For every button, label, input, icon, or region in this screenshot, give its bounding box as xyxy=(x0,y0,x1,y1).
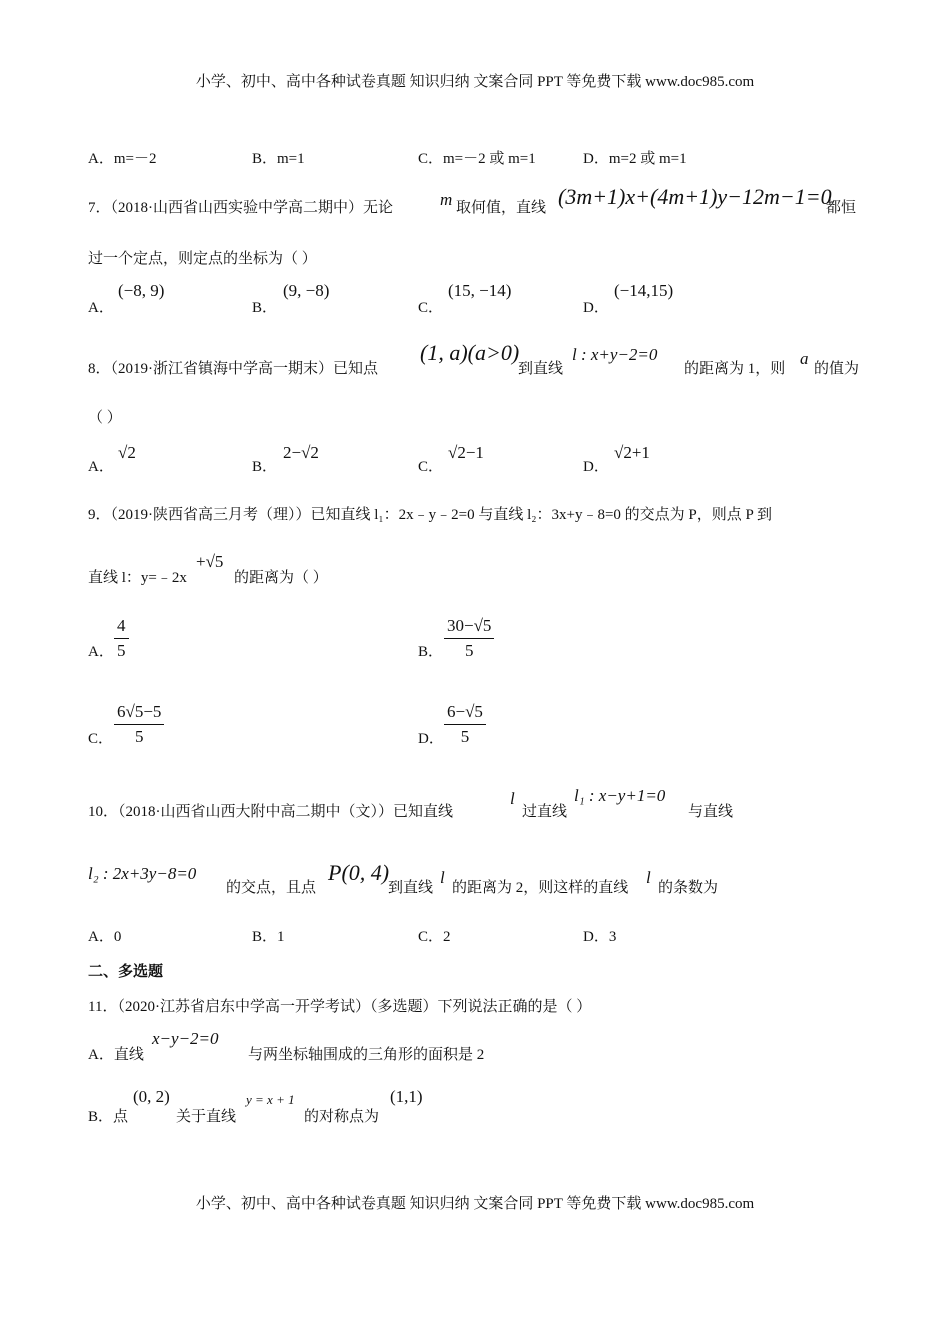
q7-option-c-value: (15, −14) xyxy=(448,281,512,300)
q10-var-l-3: l xyxy=(646,868,651,887)
q8-option-c-value: √2−1 xyxy=(448,443,484,462)
q10-var-l: l xyxy=(510,789,515,808)
q11-b-suffix: 的对称点为 xyxy=(304,1109,380,1125)
q10-l2: l₂ : 2x+3y−8=0 xyxy=(88,864,197,883)
q7-option-b-value: (9, −8) xyxy=(283,281,330,300)
q7-option-a-label: A． xyxy=(88,300,114,316)
q10-prefix: 10．（2018·山西省山西大附中高二期中（文））已知直线 xyxy=(88,804,453,820)
q8-mid: 到直线 xyxy=(518,361,564,377)
q8-prefix: 8．（2019·浙江省镇海中学高一期末）已知点 xyxy=(88,361,378,377)
q9-option-c-denominator: 5 xyxy=(134,727,144,746)
q8-option-c-label: C． xyxy=(418,459,444,475)
q8-option-a-label: A． xyxy=(88,459,114,475)
q8-suffix: 的距离为 1，则 xyxy=(684,361,786,377)
q10-option-c: C．2 xyxy=(418,929,451,945)
q8-paren: （ ） xyxy=(88,410,122,426)
q9-option-d-numerator: 6−√5 xyxy=(444,702,486,725)
q9-option-c-fraction xyxy=(114,702,164,747)
q9-line1: 9．（2019·陕西省高三月考（理））已知直线 l₁：2x﹣y﹣2=0 与直线 l₂：3x+y﹣8=0 的交点为 P，则点 P 到 xyxy=(88,507,773,523)
q8-point: (1, a)(a>0) xyxy=(420,340,520,365)
q11-b-prefix: B．点 xyxy=(88,1109,129,1125)
q11-b-point: (0, 2) xyxy=(133,1087,170,1106)
q10-option-d: D．3 xyxy=(583,929,617,945)
page-header: 小学、初中、高中各种试卷真题 知识归纳 文案合同 PPT 等免费下载 www.doc985.com xyxy=(195,74,755,90)
q9-option-b-label: B． xyxy=(418,644,444,660)
q9-option-b-numerator: 30−√5 xyxy=(444,616,494,639)
q6-option-b: B．m=1 xyxy=(252,151,305,167)
q6-option-a: A．m=－2 xyxy=(88,151,157,167)
q11-a-suffix: 与两坐标轴围成的三角形的面积是 2 xyxy=(248,1047,485,1063)
q9-option-b-denominator: 5 xyxy=(464,641,474,660)
q7-option-c-label: C． xyxy=(418,300,444,316)
q8-option-b-value: 2−√2 xyxy=(283,443,319,462)
q10-option-a: A．0 xyxy=(88,929,122,945)
q6-option-c: C．m=－2 或 m=1 xyxy=(418,151,536,167)
q7-mid: 取何值，直线 xyxy=(456,200,547,216)
q10-mid3: 的交点，且点 xyxy=(226,880,317,896)
q11-a-formula: x−y−2=0 xyxy=(152,1029,219,1048)
q9-option-a-numerator: 4 xyxy=(114,616,129,639)
q9-option-c-numerator: 6√5−5 xyxy=(114,702,164,725)
q10-mid4: 到直线 xyxy=(388,880,434,896)
q9-line2-prefix: 直线 l：y=﹣2x xyxy=(88,570,187,586)
q9-option-a-label: A． xyxy=(88,644,114,660)
q9-line2-sqrt: +√5 xyxy=(196,552,224,571)
q9-line2-suffix: 的距离为（ ） xyxy=(234,570,328,586)
q10-l1: l₁ : x−y+1=0 xyxy=(574,786,666,805)
q8-option-d-value: √2+1 xyxy=(614,443,650,462)
q10-point: P(0, 4) xyxy=(328,860,390,885)
q8-option-b-label: B． xyxy=(252,459,278,475)
q11-b-line: y = x + 1 xyxy=(246,1092,295,1107)
q11-a-prefix: A．直线 xyxy=(88,1047,144,1063)
q10-mid1: 过直线 xyxy=(522,804,568,820)
q7-suffix: 都恒 xyxy=(826,200,857,216)
q10-end: 的条数为 xyxy=(658,880,719,896)
q9-option-d-denominator: 5 xyxy=(460,727,470,746)
q10-mid2: 与直线 xyxy=(688,804,734,820)
q7-option-d-value: (−14,15) xyxy=(614,281,674,300)
section-heading: 二、多选题 xyxy=(88,964,164,980)
q7-prefix: 7．（2018·山西省山西实验中学高二期中）无论 xyxy=(88,200,393,216)
q6-option-d: D．m=2 或 m=1 xyxy=(583,151,687,167)
q9-option-a-fraction xyxy=(114,616,129,661)
q11-title: 11．（2020·江苏省启东中学高一开学考试）（多选题）下列说法正确的是（ ） xyxy=(88,999,592,1015)
q10-var-l-2: l xyxy=(440,868,445,887)
q7-option-b-label: B． xyxy=(252,300,278,316)
q7-line2: 过一个定点，则定点的坐标为（ ） xyxy=(88,251,317,267)
q8-option-a-value: √2 xyxy=(118,443,136,462)
q9-option-b-fraction xyxy=(444,616,494,661)
q9-option-c-label: C． xyxy=(88,731,114,747)
q7-var-m: m xyxy=(440,190,453,209)
q8-end: 的值为 xyxy=(814,361,860,377)
q7-option-a-value: (−8, 9) xyxy=(118,281,165,300)
q11-b-mid: 关于直线 xyxy=(176,1109,237,1125)
q10-option-b: B．1 xyxy=(252,929,285,945)
q8-option-d-label: D． xyxy=(583,459,609,475)
q8-line: l : x+y−2=0 xyxy=(572,345,658,364)
q8-var-a: a xyxy=(800,349,809,368)
q9-option-a-denominator: 5 xyxy=(117,641,126,660)
q7-formula: (3m+1)x+(4m+1)y−12m−1=0 xyxy=(558,184,832,209)
page-footer: 小学、初中、高中各种试卷真题 知识归纳 文案合同 PPT 等免费下载 www.doc985.com xyxy=(195,1196,755,1212)
q7-option-d-label: D． xyxy=(583,300,609,316)
q9-option-d-label: D． xyxy=(418,731,444,747)
q11-b-result: (1,1) xyxy=(390,1087,423,1106)
q9-option-d-fraction xyxy=(444,702,486,747)
q10-mid5: 的距离为 2，则这样的直线 xyxy=(452,880,629,896)
